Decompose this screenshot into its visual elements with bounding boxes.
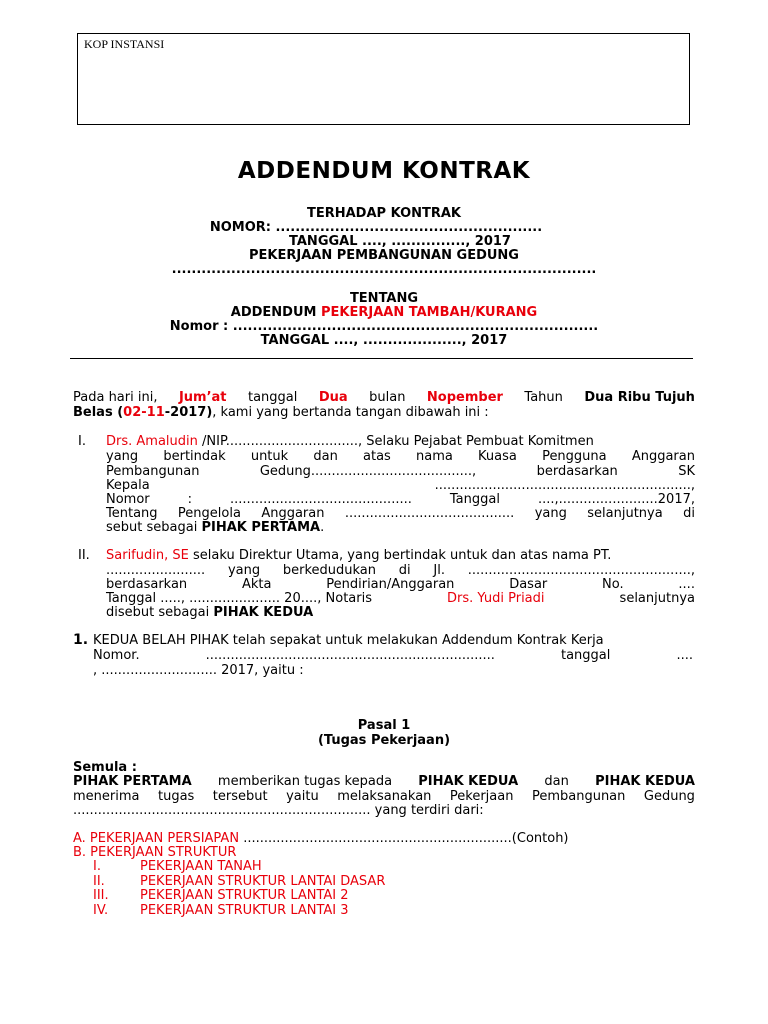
item-b-label: B. PEKERJAAN STRUKTUR xyxy=(73,845,237,860)
subitem-label: PEKERJAAN TANAH xyxy=(140,859,262,874)
word: ............................................ xyxy=(230,492,412,507)
word: Kepala xyxy=(106,478,150,493)
party2-notaris: Drs. Yudi Priadi xyxy=(447,591,545,606)
word: selanjutnya xyxy=(587,506,663,521)
intro-text: tanggal xyxy=(247,390,298,405)
item-a xyxy=(73,831,569,846)
word: yaitu xyxy=(286,789,319,804)
subitem-label: PEKERJAAN STRUKTUR LANTAI DASAR xyxy=(140,874,386,889)
word: Gedung......................................., xyxy=(259,464,477,479)
word: .... xyxy=(678,577,695,592)
word: SK xyxy=(678,464,695,479)
word: Dasar xyxy=(509,577,548,592)
document-title: ADDENDUM KONTRAK xyxy=(237,158,531,184)
kop-instansi-label: KOP INSTANSI xyxy=(84,37,165,51)
word: melaksanakan xyxy=(337,789,432,804)
word: Pendirian/Anggaran xyxy=(326,577,455,592)
party1-sebut: sebut sebagai xyxy=(106,520,198,535)
word: Anggaran xyxy=(631,449,695,464)
intro-text: Tahun xyxy=(524,390,563,405)
word: Gedung xyxy=(643,789,695,804)
intro-text: Pada hari ini, xyxy=(73,390,158,405)
party1-nip: /NIP................................, Selaku Pejabat Pembuat Komitmen xyxy=(202,434,594,449)
word: .... xyxy=(676,648,693,663)
subtitle-tentang: TENTANG xyxy=(349,291,419,306)
subtitle-nomor2: Nomor : .......................................................................... xyxy=(169,319,599,334)
addendum-label: ADDENDUM xyxy=(230,305,317,320)
word: .............................................................., xyxy=(434,478,695,493)
party1-line-7 xyxy=(106,520,324,535)
party1-marker: I. xyxy=(78,434,86,449)
word: Pembangunan xyxy=(106,464,200,479)
word: Nomor. xyxy=(93,648,140,663)
item-a-dots: .................................................................(Contoh) xyxy=(243,831,569,846)
subitem-label: PEKERJAAN STRUKTUR LANTAI 3 xyxy=(140,903,349,918)
semula-label: Semula : xyxy=(73,760,137,775)
party2-selanjutnya: selanjutnya xyxy=(619,591,695,606)
kop-instansi-box xyxy=(77,33,690,125)
word: yang xyxy=(534,506,567,521)
party2-line-2 xyxy=(106,563,695,578)
intro-date: Dua xyxy=(318,390,348,405)
word: tanggal xyxy=(560,648,611,663)
word: ......................................... xyxy=(344,506,515,521)
party1-period: . xyxy=(320,520,325,535)
subitem-num: IV. xyxy=(93,903,109,918)
party2-name: Sarifudin, SE xyxy=(106,548,189,563)
word: bertindak xyxy=(163,449,226,464)
word: atas xyxy=(363,449,391,464)
subtitle-pekerjaan: PEKERJAAN PEMBANGUNAN GEDUNG xyxy=(249,248,519,263)
party1-role: PIHAK PERTAMA xyxy=(201,520,321,535)
semula-text: memberikan tugas kepada xyxy=(217,774,393,789)
party1-line-5 xyxy=(106,492,695,507)
semula-pihak-kedua: PIHAK KEDUA xyxy=(595,774,695,789)
word: Tentang xyxy=(106,506,158,521)
party2-disebut: disebut sebagai xyxy=(106,605,210,620)
intro-day: Jum’at xyxy=(178,390,227,405)
subtitle-terhadap: TERHADAP KONTRAK xyxy=(306,206,462,221)
word: yang xyxy=(106,449,139,464)
word: Anggaran xyxy=(261,506,325,521)
party2-role-text: selaku Direktur Utama, yang bertindak untuk dan atas nama PT. xyxy=(192,548,612,563)
subitem-label: PEKERJAAN STRUKTUR LANTAI 2 xyxy=(140,888,349,903)
subtitle-tanggal: TANGGAL ...., ..............., 2017 xyxy=(289,234,511,249)
party2-marker: II. xyxy=(78,548,90,563)
party1-line-6 xyxy=(106,506,695,521)
item-a-label: A. PEKERJAAN PERSIAPAN xyxy=(73,831,240,846)
intro-month: Nopember xyxy=(426,390,503,405)
intro-line-1 xyxy=(73,390,695,405)
party2-line-3 xyxy=(106,577,695,592)
word: Pengelola xyxy=(177,506,241,521)
word: di xyxy=(683,506,695,521)
semula-pihak-kedua: PIHAK KEDUA xyxy=(418,774,519,789)
word: tersebut xyxy=(212,789,268,804)
intro-year-cont: Belas ( xyxy=(73,405,124,420)
word: yang xyxy=(227,563,261,578)
point1-line-2 xyxy=(93,648,693,663)
word: berdasarkan xyxy=(106,577,188,592)
party1-line-3 xyxy=(106,464,695,479)
party2-line-5 xyxy=(106,605,313,620)
semula-line-1 xyxy=(73,774,695,789)
word: tugas xyxy=(157,789,195,804)
subtitle-dots: ...................................................................................... xyxy=(171,262,597,277)
party2-tanggal: Tanggal ....., ...................... 20...., Notaris xyxy=(106,591,372,606)
word: ...................................................................... xyxy=(205,648,495,663)
word: No. xyxy=(602,577,624,592)
party1-line-2 xyxy=(106,449,695,464)
word: ....,........................2017, xyxy=(537,492,695,507)
point1-marker: 1. xyxy=(73,632,89,648)
word: berdasarkan xyxy=(536,464,618,479)
word: di xyxy=(398,563,411,578)
word: untuk xyxy=(250,449,289,464)
subitem-num: II. xyxy=(93,874,105,889)
point1-line-3: , ............................ 2017, yaitu : xyxy=(93,663,304,678)
word: dan xyxy=(313,449,338,464)
subitem-num: I. xyxy=(93,859,101,874)
subtitle-tanggal2: TANGGAL ...., ...................., 2017 xyxy=(260,333,508,348)
word: Kuasa xyxy=(478,449,517,464)
intro-year: Dua Ribu Tujuh xyxy=(584,390,695,405)
word: berkedudukan xyxy=(282,563,376,578)
word: Akta xyxy=(241,577,272,592)
pasal-subtitle: (Tugas Pekerjaan) xyxy=(317,733,451,748)
semula-text: dan xyxy=(544,774,569,789)
intro-text: , kami yang bertanda tangan dibawah ini : xyxy=(212,405,489,420)
word: : xyxy=(187,492,193,507)
word: ........................ xyxy=(106,563,206,578)
word: Jl. xyxy=(433,563,445,578)
word: Pekerjaan xyxy=(449,789,514,804)
header-divider xyxy=(70,358,693,359)
word: ......................................................, xyxy=(467,563,695,578)
point1-line-1: KEDUA BELAH PIHAK telah sepakat untuk melakukan Addendum Kontrak Kerja xyxy=(93,633,604,648)
party1-line-1 xyxy=(106,434,594,449)
addendum-type: PEKERJAAN TAMBAH/KURANG xyxy=(321,305,538,320)
intro-text: bulan xyxy=(369,390,406,405)
intro-year-num: -2017) xyxy=(164,405,213,420)
subtitle-nomor: NOMOR: ...................................................... xyxy=(209,220,543,235)
subtitle-addendum xyxy=(0,305,768,320)
semula-line-3: ........................................................................ yang terdiri dari: xyxy=(73,803,484,818)
semula-pihak-pertama: PIHAK PERTAMA xyxy=(73,774,192,789)
intro-date-num: 02-11 xyxy=(123,405,165,420)
semula-line-2 xyxy=(73,789,695,804)
party1-line-4 xyxy=(106,478,695,493)
party2-line-1 xyxy=(106,548,611,563)
party2-line-4 xyxy=(106,591,695,606)
word: Pembangunan xyxy=(531,789,626,804)
party1-name: Drs. Amaludin xyxy=(106,434,198,449)
subitem-num: III. xyxy=(93,888,109,903)
word: Pengguna xyxy=(542,449,607,464)
word: Tanggal xyxy=(449,492,500,507)
intro-line-2 xyxy=(73,405,489,420)
word: nama xyxy=(416,449,453,464)
party2-role: PIHAK KEDUA xyxy=(213,605,314,620)
word: Nomor xyxy=(106,492,150,507)
word: menerima xyxy=(73,789,140,804)
pasal-title: Pasal 1 xyxy=(357,718,411,733)
